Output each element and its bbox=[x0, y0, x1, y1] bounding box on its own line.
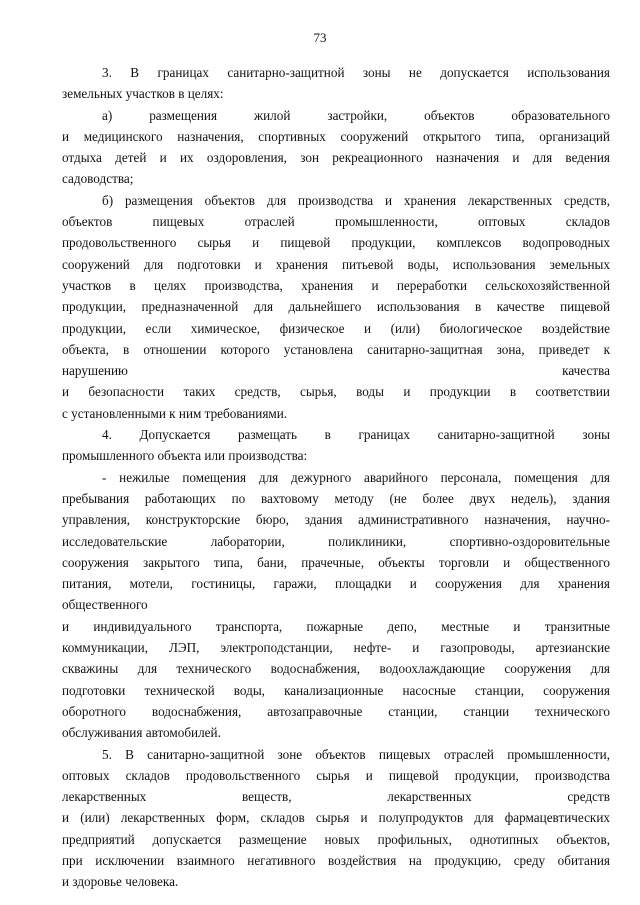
text-line: подготовки технической воды, канализационные насосные станции, сооружения bbox=[62, 682, 610, 698]
text-line: промышленного объекта или производства: bbox=[62, 448, 308, 464]
text-line: лекарственных веществ, лекарственных средств bbox=[62, 789, 610, 805]
text-line: сооружения закрытого типа, бани, прачечные, объекты торговли и общественного bbox=[62, 554, 610, 570]
text-line: 5. В санитарно-защитной зоне объектов пищевых отраслей промышленности, bbox=[102, 746, 610, 762]
text-line: продукции, если химическое, физическое и (или) биологическое воздействие bbox=[62, 320, 610, 336]
text-line: участков в целях производства, хранения и переработки сельскохозяйственной bbox=[62, 277, 610, 293]
text-line: - нежилые помещения для дежурного аварийного персонала, помещения для bbox=[102, 469, 610, 485]
text-line: сооружений для подготовки и хранения питьевой воды, использования земельных bbox=[62, 256, 610, 272]
text-line: оптовых складов продовольственного сырья и пищевой продукции, производства bbox=[62, 767, 610, 783]
page-number: 73 bbox=[313, 30, 327, 45]
text-line: нарушению качества bbox=[62, 363, 610, 379]
text-line: управления, конструкторские бюро, здания административного назначения, научно- bbox=[62, 512, 610, 528]
text-line: скважины для технического водоснабжения, водоохлаждающие сооружения для bbox=[62, 661, 610, 677]
text-line: питания, мотели, гостиницы, гаражи, площадки и сооружения для хранения bbox=[62, 576, 610, 592]
text-line: и медицинского назначения, спортивных сооружений открытого типа, организаций bbox=[62, 128, 610, 144]
text-line: коммуникации, ЛЭП, электроподстанции, нефте- и газопроводы, артезианские bbox=[62, 640, 610, 656]
text-line: садоводства; bbox=[62, 171, 134, 187]
text-line: 4. Допускается размещать в границах санитарно-защитной зоны bbox=[102, 427, 610, 443]
text-line: объектов пищевых отраслей промышленности, оптовых складов bbox=[62, 214, 610, 230]
text-line: отдыха детей и их оздоровления, зон рекреационного назначения и для ведения bbox=[62, 150, 610, 166]
text-line: объекта, в отношении которого установлена санитарно-защитная зона, приведет к bbox=[62, 341, 610, 357]
text-line: продовольственного сырья и пищевой продукции, комплексов водопроводных bbox=[62, 235, 610, 251]
text-line: пребывания работающих по вахтовому методу (не более двух недель), здания bbox=[62, 490, 610, 506]
document-body bbox=[62, 62, 610, 893]
text-line: продукции, предназначенной для дальнейшего использования в качестве пищевой bbox=[62, 299, 610, 315]
text-line: и безопасности таких средств, сырья, воды и продукции в соответствии bbox=[62, 384, 610, 400]
text-line: и здоровье человека. bbox=[62, 874, 179, 890]
text-line: б) размещения объектов для производства и хранения лекарственных средств, bbox=[102, 192, 610, 208]
text-line: при исключении взаимного негативного воздействия на продукцию, среду обитания bbox=[62, 852, 610, 868]
text-line: и (или) лекарственных форм, складов сырья и полупродуктов для фармацевтических bbox=[62, 810, 610, 826]
text-line: исследовательские лаборатории, поликлиники, спортивно-оздоровительные bbox=[62, 533, 610, 549]
text-line: а) размещения жилой застройки, объектов образовательного bbox=[102, 107, 610, 123]
text-line: обслуживания автомобилей. bbox=[62, 725, 221, 741]
text-line: общественного bbox=[62, 597, 148, 613]
text-line: земельных участков в целях: bbox=[62, 86, 224, 102]
text-line: с установленными к ним требованиями. bbox=[62, 405, 288, 421]
text-line: предприятий допускается размещение новых профильных, однотипных объектов, bbox=[62, 831, 610, 847]
text-line: 3. В границах санитарно-защитной зоны не допускается использования bbox=[102, 65, 610, 80]
text-line: и индивидуального транспорта, пожарные депо, местные и транзитные bbox=[62, 618, 610, 634]
text-line: оборотного водоснабжения, автозаправочные станции, станции технического bbox=[62, 703, 610, 719]
